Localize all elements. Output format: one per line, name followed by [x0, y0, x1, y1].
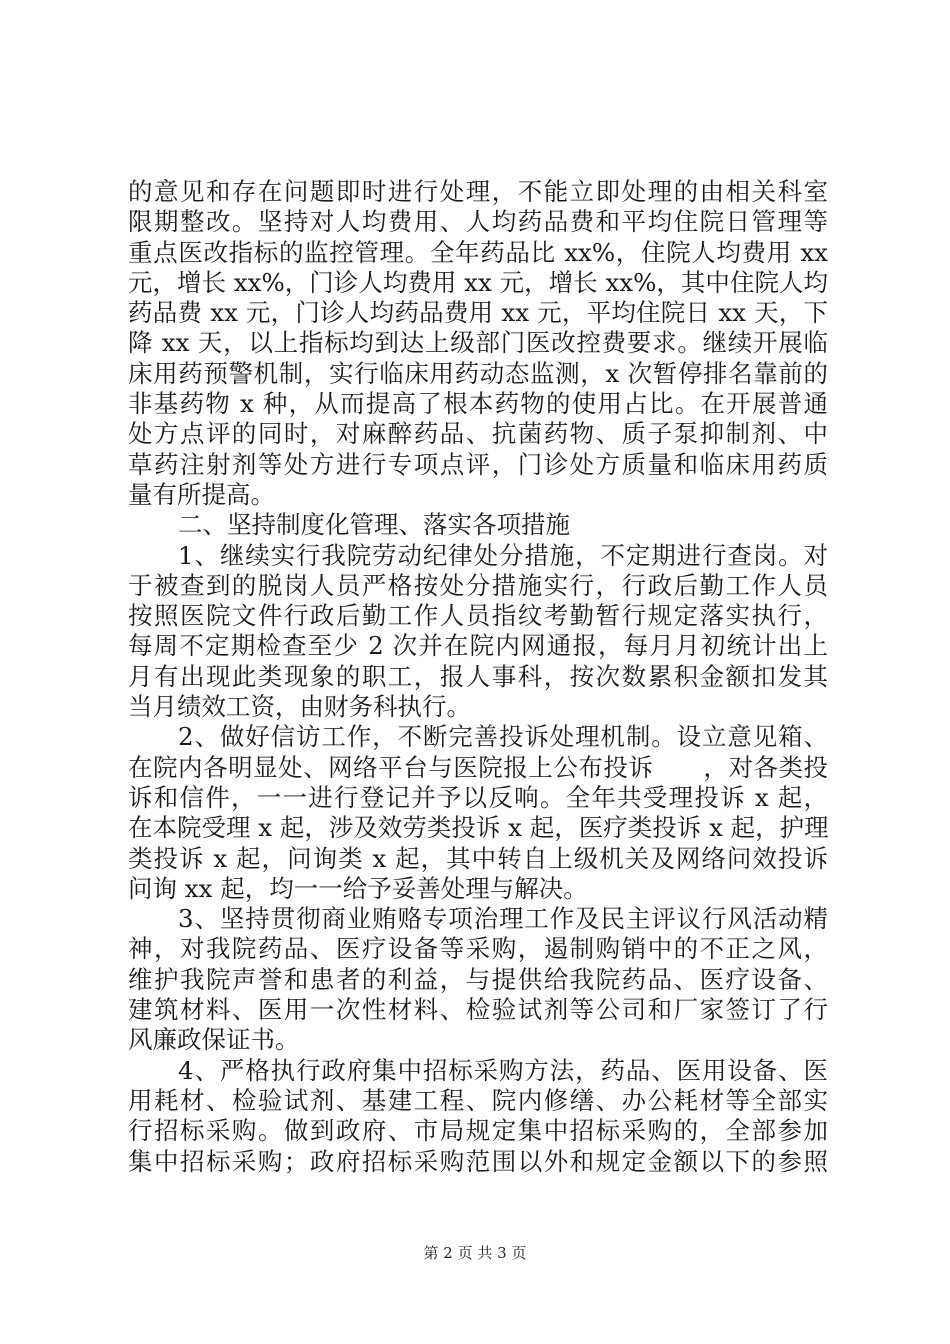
text-line: 在本院受理 x 起，涉及效劳类投诉 x 起，医疗类投诉 x 起，护理: [128, 813, 829, 843]
text-line: 处方点评的同时，对麻醉药品、抗菌药物、质子泵抑制剂、中: [128, 419, 828, 449]
text-line: 床用药预警机制，实行临床用药动态监测，x 次暂停排名靠前的: [128, 358, 828, 388]
text-line: 降 xx 天，以上指标均到达上级部门医改控费要求。继续开展临: [128, 328, 828, 358]
text-line: 药品费 xx 元，门诊人均药品费用 xx 元，平均住院日 xx 天，下: [128, 298, 828, 328]
paragraph-first-line: 2、做好信访工作，不断完善投诉处理机制。设立意见箱、: [178, 722, 828, 752]
text-line: 问询 xx 起，均一一给予妥善处理与解决。: [128, 873, 588, 903]
text-line: 类投诉 x 起，问询类 x 起，其中转自上级机关及网络问效投诉: [128, 843, 828, 873]
paragraph-first-line: 3、坚持贯彻商业贿赂专项治理工作及民主评议行风活动精: [178, 904, 828, 934]
text-line: 用耗材、检验试剂、基建工程、院内修缮、办公耗材等全部实: [128, 1085, 828, 1115]
text-line: 元，增长 xx%，门诊人均费用 xx 元，增长 xx%，其中住院人均: [128, 267, 828, 297]
text-line: 量有所提高。: [128, 479, 275, 509]
text-line: 在院内各明显处、网络平台与医院报上公布投诉 ，对各类投: [128, 752, 828, 782]
page-footer: 第 2 页 共 3 页: [423, 1244, 527, 1262]
text-line: 的意见和存在问题即时进行处理，不能立即处理的由相关科室: [128, 177, 828, 206]
paragraph-first-line: 1、继续实行我院劳动纪律处分措施，不定期进行查岗。对: [178, 540, 828, 570]
text-line: 每周不定期检查至少 2 次并在院内网通报，每月月初统计出上: [128, 631, 828, 661]
text-line: 草药注射剂等处方进行专项点评，门诊处方质量和临床用药质: [128, 449, 828, 479]
text-line: 行招标采购。做到政府、市局规定集中招标采购的，全部参加: [128, 1116, 828, 1146]
text-line: 神，对我院药品、医疗设备等采购，遏制购销中的不正之风，: [128, 934, 828, 964]
text-line: 当月绩效工资，由财务科执行。: [128, 692, 471, 722]
text-line: 非基药物 x 种，从而提高了根本药物的使用占比。在开展普通: [128, 389, 828, 419]
text-line: 建筑材料、医用一次性材料、检验试剂等公司和厂家签订了行: [128, 995, 828, 1025]
text-line: 限期整改。坚持对人均费用、人均药品费和平均住院日管理等: [128, 207, 828, 237]
text-line: 月有出现此类现象的职工，报人事科，按次数累积金额扣发其: [128, 661, 828, 691]
text-line: 集中招标采购；政府招标采购范围以外和规定金额以下的参照: [128, 1146, 828, 1176]
text-line: 重点医改指标的监控管理。全年药品比 xx%，住院人均费用 xx: [128, 237, 828, 267]
document-body: [128, 177, 828, 1177]
paragraph-first-line: 二、坚持制度化管理、落实各项措施: [178, 510, 570, 540]
text-line: 风廉政保证书。: [128, 1025, 300, 1055]
text-line: 诉和信件，一一进行登记并予以反响。全年共受理投诉 x 起，: [128, 782, 828, 812]
paragraph-first-line: 4、严格执行政府集中招标采购方法，药品、医用设备、医: [178, 1055, 828, 1085]
text-line: 于被查到的脱岗人员严格按处分措施实行，行政后勤工作人员: [128, 570, 828, 600]
text-line: 按照医院文件行政后勤工作人员指纹考勤暂行规定落实执行，: [128, 601, 828, 631]
text-line: 维护我院声誉和患者的利益，与提供给我院药品、医疗设备、: [128, 964, 828, 994]
